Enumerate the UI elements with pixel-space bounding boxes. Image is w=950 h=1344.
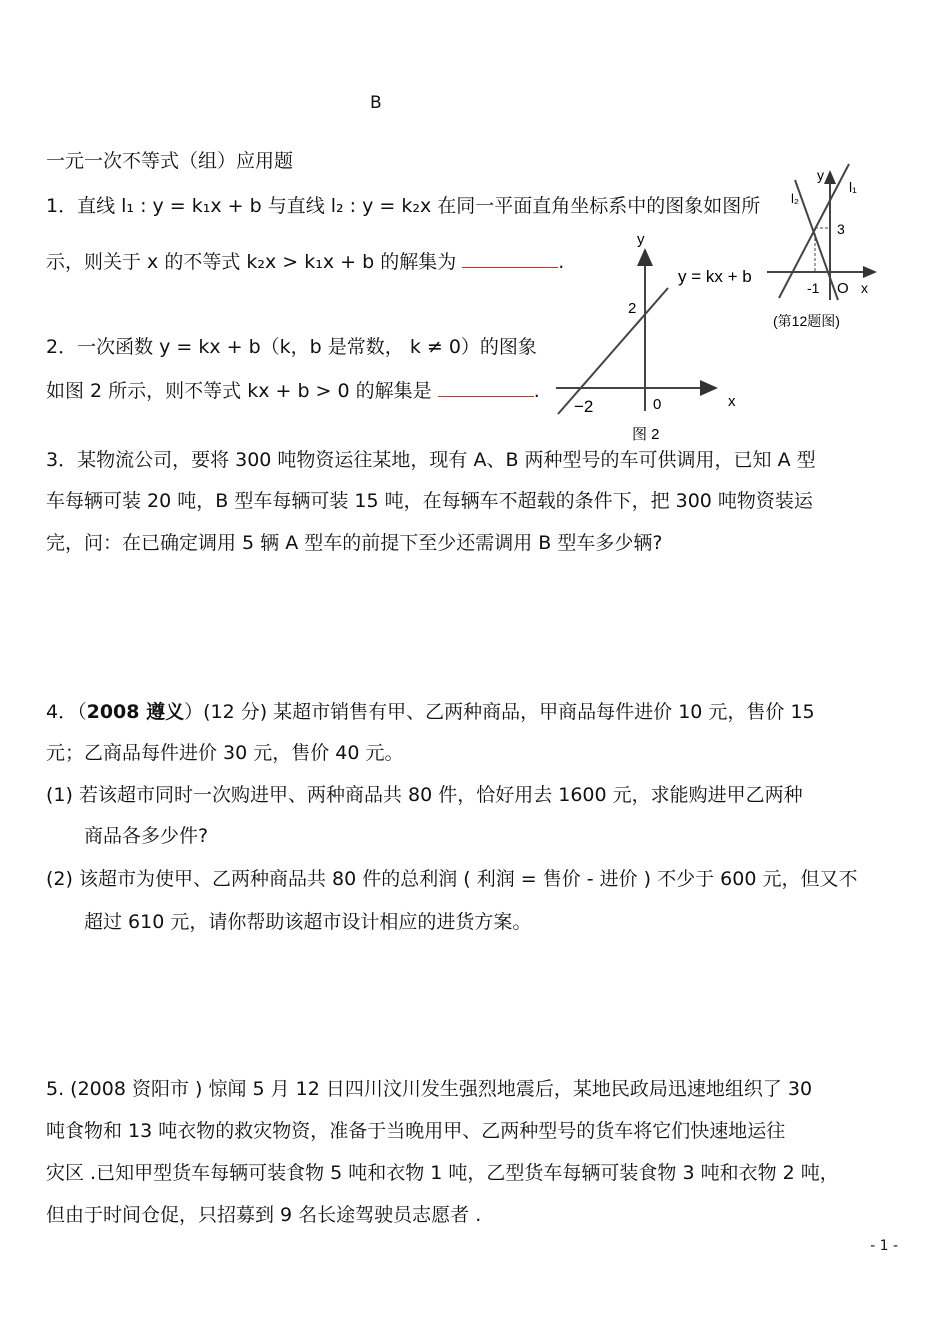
q1-answer-blank[interactable]: [462, 249, 558, 268]
fig12-caption: (第12题图): [773, 313, 840, 329]
q5-line4: 但由于时间仓促，只招募到 9 名长途驾驶员志愿者 .: [46, 1204, 482, 1226]
q2-line2: [46, 376, 540, 403]
page-number: - 1 -: [870, 1238, 898, 1254]
fig2-line-label: y = kx + b: [678, 267, 752, 286]
fig2-x-label: x: [728, 393, 736, 410]
q4-line1: [46, 697, 815, 724]
fig2-y-intercept: 2: [628, 300, 637, 317]
fig2-origin: 0: [653, 396, 662, 413]
q4-source: 2008 遵义: [86, 701, 185, 723]
q4-sub1-line1: (1) 若该超市同时一次购进甲、两种商品共 80 件，恰好用去 1600 元，求能购进甲乙两种: [46, 784, 803, 806]
q5-line3: 灾区 .已知甲型货车每辆可装食物 5 吨和衣物 1 吨，乙型货车每辆可装食物 3 吨和衣物 2 吨，: [46, 1162, 839, 1184]
q4-line1-rest: ）(12 分) 某超市销售有甲、乙两种商品，甲商品每件进价 10 元，售价 15: [184, 701, 815, 723]
q1-line2-text: 示，则关于 x 的不等式 k₂x > k₁x + b 的解集为: [46, 251, 457, 273]
q1-line2: [46, 247, 564, 274]
fig2-y-label: y: [637, 231, 645, 248]
q2-line2-end: .: [533, 380, 540, 402]
q2-line2-text: 如图 2 所示，则不等式 kx + b > 0 的解集是: [46, 380, 432, 402]
q1-line2-end: .: [558, 251, 565, 273]
q4-number: 4．（: [46, 701, 87, 723]
fig12-l2-label: l₂: [791, 191, 799, 206]
header-mark: B: [370, 93, 382, 113]
fig12-origin: O: [837, 280, 849, 297]
fig12-l1-label: l₁: [849, 179, 857, 195]
q5-line1: 5. (2008 资阳市 ) 惊闻 5 月 12 日四川汶川发生强烈地震后，某地民政局迅速地组织了 30: [46, 1078, 813, 1100]
q5-line2: 吨食物和 13 吨衣物的救灾物资，准备于当晚用甲、乙两种型号的货车将它们快速地运往: [46, 1120, 786, 1142]
q4-line2: 元；乙商品每件进价 30 元，售价 40 元。: [46, 742, 404, 764]
q4-sub1-line2: 商品各多少件?: [84, 825, 209, 847]
fig12-x-value: -1: [807, 280, 820, 296]
fig2-line: [558, 288, 668, 414]
q2-answer-blank[interactable]: [438, 378, 534, 397]
q4-sub2-line1: (2) 该超市为使甲、乙两种商品共 80 件的总利润 ( 利润 = 售价 - 进价 ) 不少于 600 元，但又不: [46, 868, 858, 890]
figure-2: [548, 228, 778, 448]
fig2-caption: 图 2: [632, 426, 660, 443]
q3-line2: 车每辆可装 20 吨，B 型车每辆可装 15 吨，在每辆车不超载的条件下，把 300 吨物资装运: [46, 490, 813, 512]
q3-line3: 完，问：在已确定调用 5 辆 A 型车的前提下至少还需调用 B 型车多少辆?: [46, 532, 663, 554]
fig2-x-intercept: −2: [574, 397, 594, 416]
fig12-y-value: 3: [837, 221, 845, 237]
figure-12: [765, 160, 885, 335]
q4-sub2-line2: 超过 610 元，请你帮助该超市设计相应的进货方案。: [84, 911, 532, 933]
fig12-x-label: x: [861, 280, 868, 296]
q1-line1: 1．直线 l₁ : y = k₁x + b 与直线 l₂ : y = k₂x 在同一平面直角坐标系中的图象如图所: [46, 195, 761, 217]
q3-line1: 3．某物流公司，要将 300 吨物资运往某地，现有 A、B 两种型号的车可供调用，已知 A 型: [46, 449, 816, 471]
fig12-y-label: y: [817, 167, 824, 183]
q2-line1: 2．一次函数 y = kx + b（k，b 是常数， k ≠ 0）的图象: [46, 336, 537, 358]
section-title: 一元一次不等式（组）应用题: [46, 150, 294, 172]
